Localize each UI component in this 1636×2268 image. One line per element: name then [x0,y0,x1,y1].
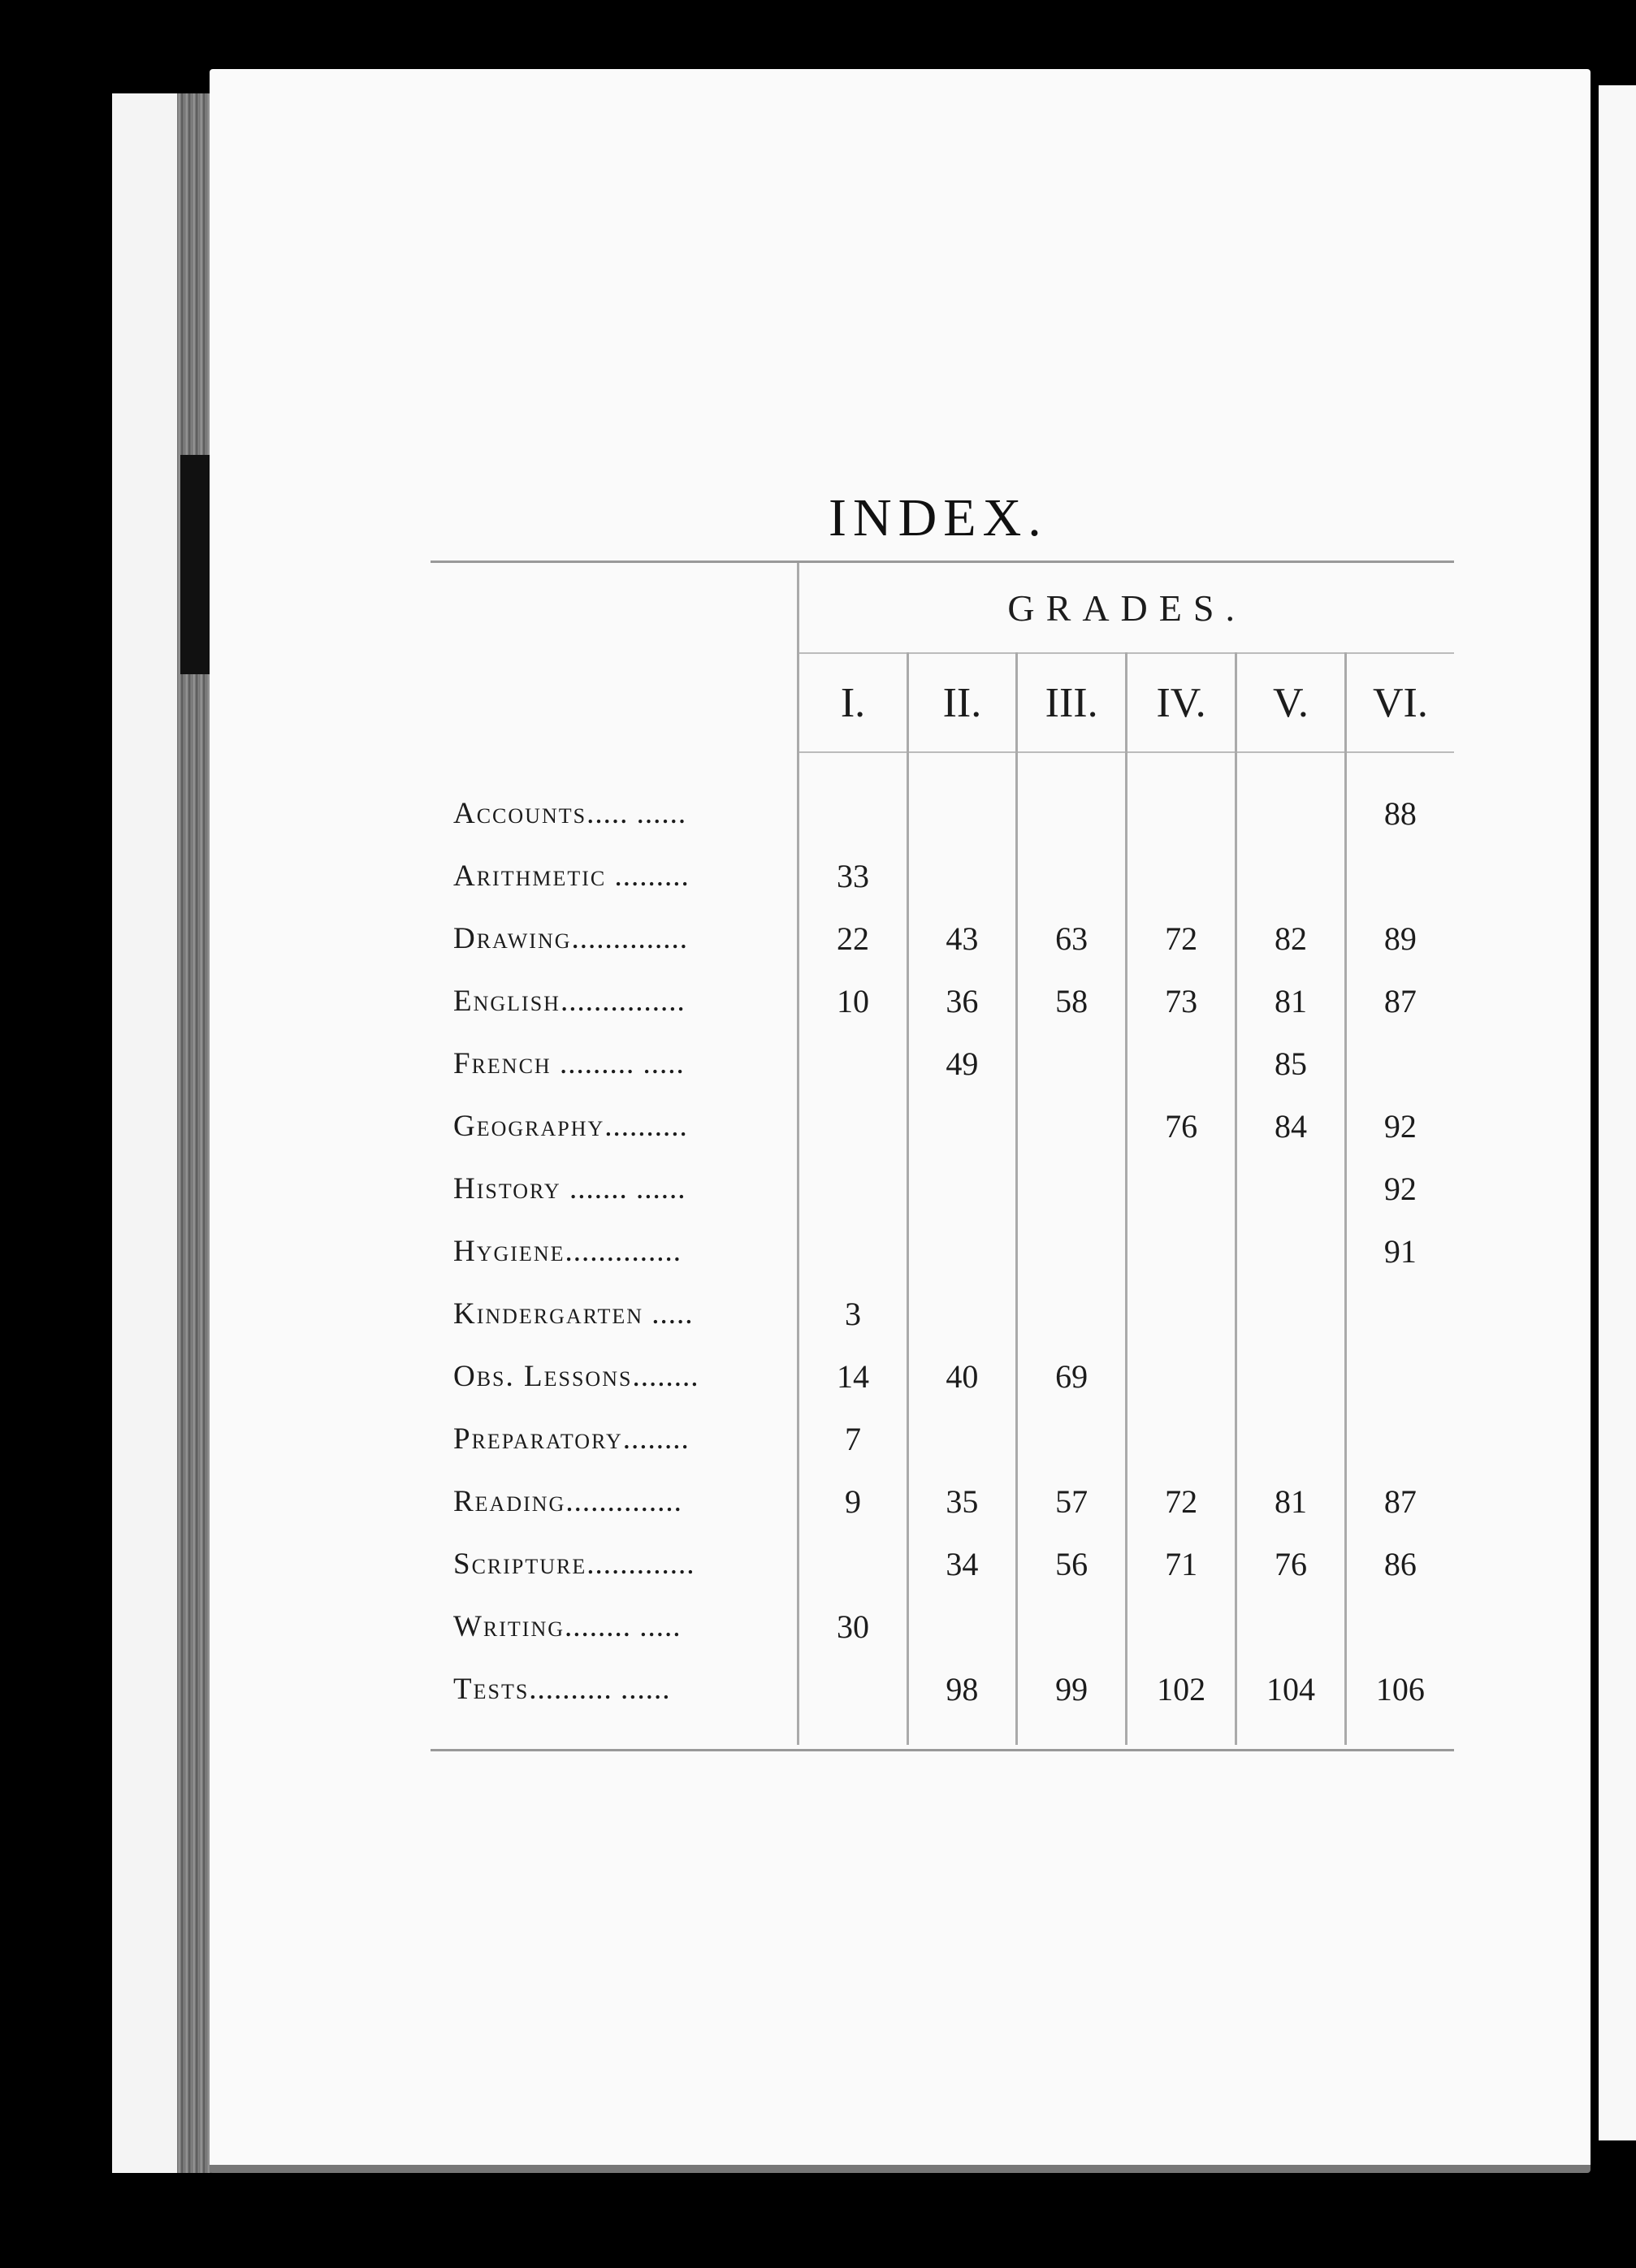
page-number-cell: 36 [907,970,1016,1032]
page-number-cell [799,1158,907,1220]
subject-name: Kindergarten [453,1297,644,1331]
subject-cell [431,752,799,845]
page-number-cell [1017,1595,1127,1658]
subject-name: Writing [453,1610,565,1643]
page-number-cell [1017,752,1127,845]
subject-cell [431,970,799,1032]
page-number-cell: 86 [1345,1533,1454,1595]
page-number-cell [907,1595,1016,1658]
index-table [431,563,1454,1745]
page-number-cell [1236,1283,1346,1345]
page-number-cell [907,1220,1016,1283]
page-number-cell [1017,1408,1127,1470]
subject-name: Preparatory [453,1422,623,1456]
page-number-cell: 35 [907,1470,1016,1533]
page-number-cell [1017,1283,1127,1345]
page-number-cell [1017,1158,1127,1220]
page-number-cell [907,1283,1016,1345]
page-number-cell [799,1095,907,1158]
page-number-cell [1017,845,1127,907]
page-number-cell: 102 [1127,1658,1236,1745]
page-number-cell: 88 [1345,752,1454,845]
right-page-edge [1599,85,1636,2140]
page-number-cell: 63 [1017,907,1127,970]
page-number-cell [1236,1595,1346,1658]
table-row [431,907,1454,970]
page-number-cell: 3 [799,1283,907,1345]
page-number-cell [1345,1032,1454,1095]
page-number-cell: 85 [1236,1032,1346,1095]
subject-name: Obs. Lessons [453,1360,633,1393]
dot-leader: .......... ...... [529,1673,671,1706]
page-number-cell: 87 [1345,1470,1454,1533]
page-number-cell [799,1220,907,1283]
subject-cell [431,845,799,907]
page-number-cell [1127,1408,1236,1470]
grade-header-5: V. [1236,653,1346,752]
page-number-cell [1127,1345,1236,1408]
subject-name: Reading [453,1485,566,1518]
grades-header: GRADES. [799,563,1454,653]
page-number-cell: 106 [1345,1658,1454,1745]
page-number-cell: 22 [799,907,907,970]
page-number-cell [1127,1283,1236,1345]
page-number-cell: 82 [1236,907,1346,970]
subject-name: Tests [453,1673,530,1706]
dot-leader: .............. [565,1235,682,1268]
page-number-cell: 84 [1236,1095,1346,1158]
dot-leader: .............. [565,1485,682,1518]
grade-header-2: II. [907,653,1016,752]
page-number-cell [1127,1220,1236,1283]
subject-cell [431,1095,799,1158]
page-number-cell: 92 [1345,1095,1454,1158]
page-number-cell: 7 [799,1408,907,1470]
dot-leader: ....... ...... [560,1172,686,1205]
page-number-cell [907,845,1016,907]
page-number-cell [1127,1595,1236,1658]
subject-name: Geography [453,1110,605,1143]
page-number-cell [1236,1345,1346,1408]
subject-name: Scripture [453,1547,587,1581]
page-number-cell: 58 [1017,970,1127,1032]
subject-cell [431,1220,799,1283]
dot-leader: ......... [606,859,690,893]
dot-leader: ............... [560,985,686,1018]
grade-header-6: VI. [1345,653,1454,752]
subject-cell [431,1158,799,1220]
page-number-cell: 43 [907,907,1016,970]
page-number-cell [1017,1032,1127,1095]
page-number-cell: 87 [1345,970,1454,1032]
table-row [431,1220,1454,1283]
grade-header-3: III. [1017,653,1127,752]
page-number-cell: 10 [799,970,907,1032]
subject-cell [431,1658,799,1745]
table-row [431,1470,1454,1533]
table-row [431,970,1454,1032]
page-number-cell [1345,1595,1454,1658]
page-number-cell: 57 [1017,1470,1127,1533]
page-number-cell: 72 [1127,907,1236,970]
page-number-cell [907,1095,1016,1158]
dot-leader: ..... [643,1297,694,1331]
subject-cell [431,1408,799,1470]
table-row [431,1408,1454,1470]
page-number-cell [799,1533,907,1595]
dot-leader: .......... [604,1110,688,1143]
grade-header-1: I. [799,653,907,752]
page-number-cell [1017,1220,1127,1283]
page-number-cell [1127,1158,1236,1220]
subject-cell [431,1283,799,1345]
grade-header-4: IV. [1127,653,1236,752]
subject-cell [431,1595,799,1658]
page-number-cell: 71 [1127,1533,1236,1595]
page-number-cell: 89 [1345,907,1454,970]
dot-leader: ........ [632,1360,699,1393]
index-rows [431,752,1454,1745]
table-row [431,1032,1454,1095]
page-number-cell [1345,1408,1454,1470]
subject-cell [431,907,799,970]
page-number-cell: 34 [907,1533,1016,1595]
page-number-cell: 56 [1017,1533,1127,1595]
subject-name: History [453,1172,561,1205]
dot-leader: ........ [622,1422,690,1456]
table-row [431,845,1454,907]
subject-name: Drawing [453,922,572,955]
dot-leader: ......... ..... [551,1047,685,1080]
page-number-cell [907,752,1016,845]
page-number-cell: 81 [1236,970,1346,1032]
subject-header-blank [431,563,799,752]
page-number-cell: 40 [907,1345,1016,1408]
page-number-cell [1127,845,1236,907]
dot-leader: ........ ..... [565,1610,682,1643]
subject-cell [431,1345,799,1408]
table-row [431,1345,1454,1408]
subject-name: Hygiene [453,1235,565,1268]
table-row [431,1095,1454,1158]
table-row [431,1595,1454,1658]
subject-cell [431,1032,799,1095]
page-number-cell: 99 [1017,1658,1127,1745]
subject-cell [431,1470,799,1533]
page-number-cell: 72 [1127,1470,1236,1533]
page-number-cell [1017,1095,1127,1158]
subject-name: English [453,985,560,1018]
page-number-cell: 98 [907,1658,1016,1745]
page-number-cell [1127,752,1236,845]
page-number-cell: 92 [1345,1158,1454,1220]
page-number-cell [799,752,907,845]
page-number-cell: 76 [1127,1095,1236,1158]
index-table-container [431,561,1454,1751]
page-number-cell [1345,1283,1454,1345]
page-number-cell: 69 [1017,1345,1127,1408]
table-row [431,1283,1454,1345]
page-number-cell [1345,845,1454,907]
page-number-cell [1236,845,1346,907]
page-number-cell: 49 [907,1032,1016,1095]
table-row [431,1658,1454,1745]
page-number-cell: 81 [1236,1470,1346,1533]
page-number-cell [1236,1158,1346,1220]
dot-leader: ............. [586,1547,695,1581]
subject-name: French [453,1047,552,1080]
table-row [431,1533,1454,1595]
page-number-cell: 91 [1345,1220,1454,1283]
page-number-cell [1127,1032,1236,1095]
page-number-cell [1345,1345,1454,1408]
page-number-cell: 33 [799,845,907,907]
page-number-cell: 14 [799,1345,907,1408]
subject-name: Accounts [453,796,587,830]
page-number-cell [907,1408,1016,1470]
page-number-cell [907,1158,1016,1220]
table-row [431,1158,1454,1220]
page-number-cell [1236,1408,1346,1470]
page-number-cell [1236,752,1346,845]
page-number-cell: 104 [1236,1658,1346,1745]
page-number-cell: 30 [799,1595,907,1658]
dot-leader: ..... ...... [586,796,687,830]
table-row [431,752,1454,845]
subject-name: Arithmetic [453,859,607,893]
page-number-cell: 73 [1127,970,1236,1032]
dot-leader: .............. [571,922,689,955]
page-number-cell: 76 [1236,1533,1346,1595]
page-title: INDEX. [829,488,1048,548]
page-number-cell [799,1032,907,1095]
subject-cell [431,1533,799,1595]
page-number-cell [799,1658,907,1745]
page-number-cell [1236,1220,1346,1283]
page-number-cell: 9 [799,1470,907,1533]
